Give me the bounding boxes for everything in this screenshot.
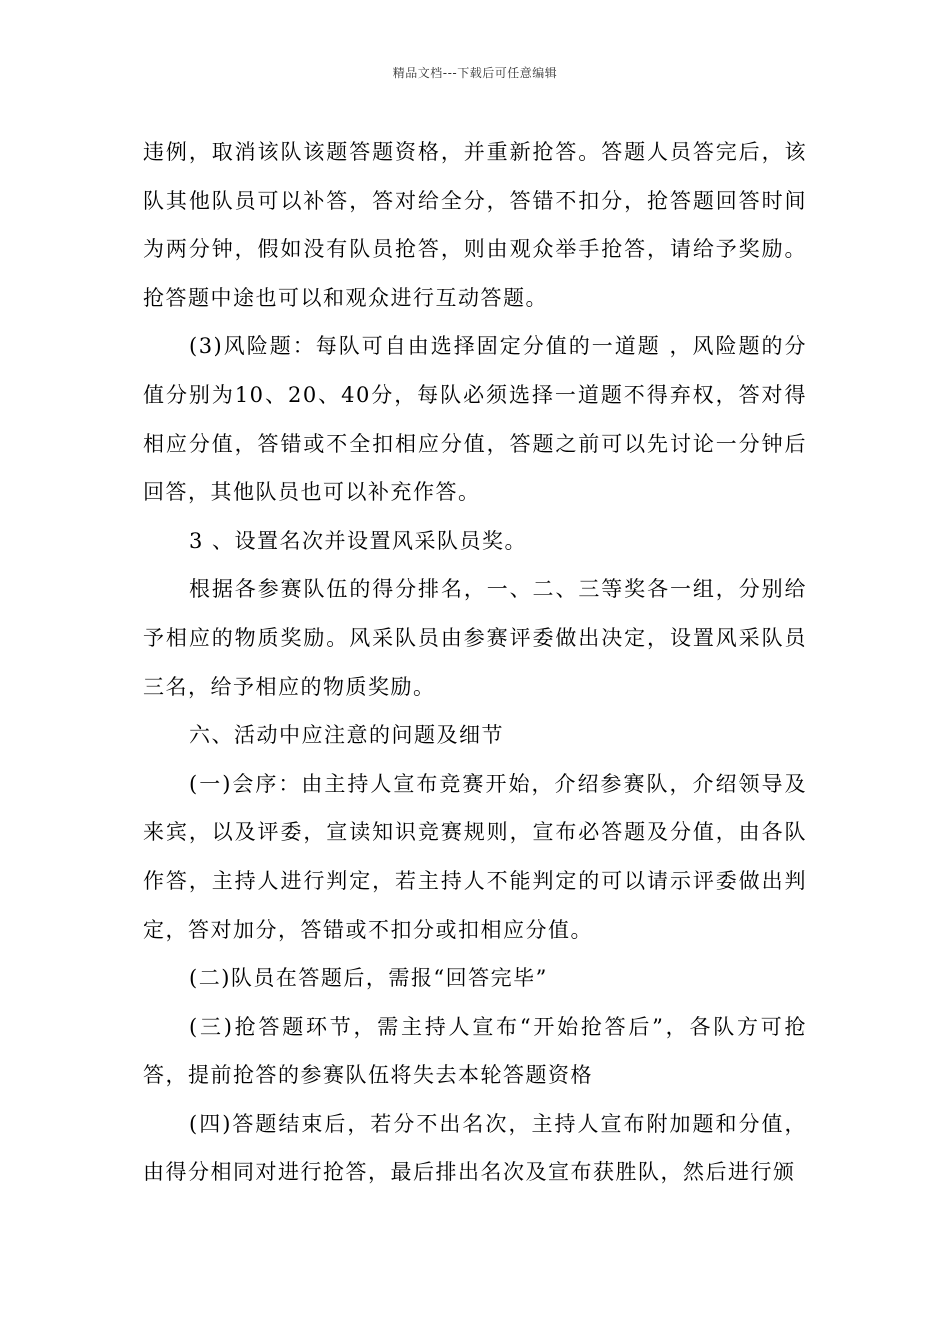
paragraph-tiebreak: (四)答题结束后，若分不出名次，主持人宣布附加题和分值，由得分相同对进行抢答，最后排出名次及宣布获胜队，然后进行颁 [143, 1111, 807, 1185]
paragraph-opening-order: (一)会序：由主持人宣布竞赛开始，介绍参赛队，介绍领导及来宾，以及评委，宣读知识竞赛规则，宣布必答题及分值，由各队作答，主持人进行判定，若主持人不能判定的可以请示评委做出判定，答对加分，答错或不扣分或扣相应分值。 [143, 771, 807, 942]
paragraph-answer-complete: (二)队员在答题后，需报“回答完毕” [189, 966, 548, 991]
section-heading-notes: 六、活动中应注意的问题及细节 [189, 723, 504, 748]
paragraph-ranking-detail: 根据各参赛队伍的得分排名，一、二、三等奖各一组，分别给予相应的物质奖励。风采队员由参赛评委做出决定，设置风采队员三名，给予相应的物质奖励。 [143, 577, 807, 699]
paragraph-continuation: 违例，取消该队该题答题资格，并重新抢答。答题人员答完后，该队其他队员可以补答，答对给全分，答错不扣分，抢答题回答时间为两分钟，假如没有队员抢答，则由观众举手抢答，请给予奖励。抢答题中途也可以和观众进行互动答题。 [143, 140, 807, 310]
paragraph-ranking-heading: 3 、设置名次并设置风采队员奖。 [189, 528, 528, 553]
paragraph-risk-question: (3)风险题：每队可自由选择固定分值的一道题 ，风险题的分值分别为10、20、40分，每队必须选择一道题不得弃权，答对得相应分值，答错或不全扣相应分值，答题之前可以先讨论一分钟后回答，其他队员也可以补充作答。 [143, 334, 807, 505]
document-body [143, 128, 807, 1197]
paragraph-buzzer-round: (三)抢答题环节，需主持人宣布“开始抢答后”，各队方可抢答，提前抢答的参赛队伍将失去本轮答题资格 [143, 1014, 807, 1088]
page-header: 精品文档---下载后可任意编辑 [392, 66, 558, 80]
